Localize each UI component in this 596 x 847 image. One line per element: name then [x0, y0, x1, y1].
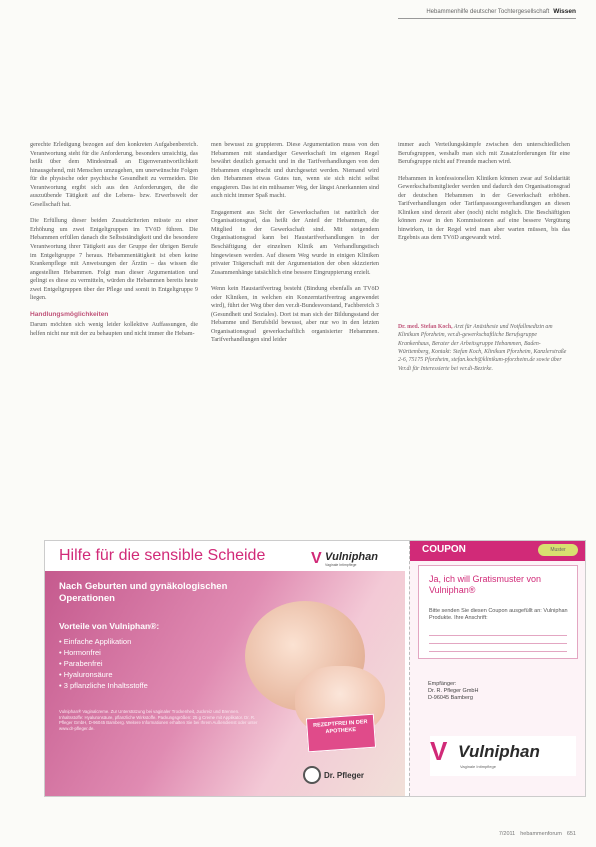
brand-v-icon: V: [430, 736, 448, 766]
recipient-line: Dr. R. Pfleger GmbH: [428, 688, 479, 694]
paragraph: Darum möchten sich wenig leider kollektive Auffassungen, die helfen nicht nur mit der zu behaupten und nicht immer die Hebam-: [30, 322, 198, 337]
author-note: [398, 323, 570, 373]
coupon-text: Bitte senden Sie diesen Coupon ausgefüllt an: Vulniphan Produkte. Ihre Anschrift:: [429, 608, 568, 621]
page-number: 651: [566, 831, 576, 837]
magazine-name: hebammenforum: [520, 831, 562, 837]
header-rule: [398, 18, 576, 19]
benefits-list: [59, 636, 148, 691]
coupon-band: [410, 541, 586, 561]
coupon-label: COUPON: [422, 544, 466, 555]
manufacturer-logo: [303, 766, 364, 784]
ad-title: Hilfe für die sensible Scheide: [59, 547, 266, 564]
address-line[interactable]: [429, 628, 567, 636]
paragraph: gerechte Erledigung bezogen auf den konkreten Aufgabenbereich. Verantwortung steht für die Anforderung, besonders umsichtig, das heißt über dem Mindestmaß an Eigenverantwortlichkeit hinausgehend, mit Menschen umzugehen, um unerwünschte Folgen für die physische oder psychische Gesundheit zu vermeiden. Die Verantwortung ergibt sich aus den Anforderungen, die die auszuübende Tätigkeit auf die Lebens- bzw. Erwerbswelt der Gesellschaft hat.: [30, 142, 198, 208]
coupon-recipient: [428, 681, 478, 702]
subheading: Handlungsmöglichkeiten: [30, 310, 109, 318]
coupon-address-fields[interactable]: [429, 628, 567, 652]
address-line[interactable]: [429, 644, 567, 652]
coupon-panel[interactable]: [409, 541, 586, 796]
paragraph: Engagement aus Sicht der Gewerkschaften ist natürlich der Organisationsgrad, das heißt der Anteil der Hebammen, die Mitglied in der Gewerkschaft sind. Mit steigendem Organisationsgrad kann bei Haustarifverhandlungen in der Beschäftigung der einzelnen Klinik am Verhandlungstisch hingewiesen werden. Auf diesem Weg wurde in einigen Kliniken privater Trägerschaft mit der Argumentation der oben skizzierten Zusammenhänge tatsächlich eine bessere Eingruppierung erzielt.: [211, 209, 379, 276]
brand-name: Vulniphan: [458, 742, 540, 761]
benefit-item: • Parabenfrei: [59, 658, 148, 669]
page-footer: [499, 831, 576, 837]
issue-number: 7/2011: [498, 831, 516, 837]
brand-name: Vulniphan: [325, 551, 378, 563]
advertisement: [44, 540, 586, 797]
coupon-brand-logo: [430, 736, 576, 776]
paragraph: immer auch Verteilungskämpfe zwischen den unterschiedlichen Berufsgruppen, weshalb man sich mit Zusatzforderungen für eine Berufsgruppe nicht auf Freunde machen wird.: [398, 142, 570, 166]
ad-smallprint: Vulniphan® Vaginalcreme. Zur Unterstützung bei vaginaler Trockenheit, Juckreiz und Brennen. Inhaltsstoffe: Hyaluronsäure, pflanzliche Wirkstoffe. Packungsgrößen: 25 g Creme mit Applikator. Dr. R. Pfleger GmbH, D-96045 Bamberg. Weitere Informationen erhalten Sie bei Ihrem Außendienst oder unter www.dr-pfleger.de.: [59, 709, 258, 731]
prescription-free-stamp: REZEPTFREI IN DER APOTHEKE: [306, 714, 376, 753]
coupon-tag: Muster: [538, 544, 578, 556]
running-header: [426, 8, 576, 15]
recipient-line: D-96045 Bamberg: [428, 695, 473, 701]
recipient-label: Empfänger:: [428, 681, 457, 687]
header-section: Wissen: [553, 8, 576, 15]
manufacturer-name: Dr. Pfleger: [324, 770, 365, 780]
address-line[interactable]: [429, 636, 567, 644]
author-name: Dr. med. Stefan Koch,: [398, 324, 453, 331]
brand-v-icon: V: [311, 550, 322, 567]
pfleger-logo-icon: [303, 766, 321, 784]
paragraph: Die Erfüllung dieser beiden Zusatzkriterien müsste zu einer Erhöhung um zwei Entgeltgruppen im TVöD führen. Die Hebammen erfüllen danach die Selbstständigkeit und die besondere Verantwortung ihrer Tätigkeit aus der Gruppe der übrigen Berufe im Entgeltgruppe 7 heraus. Hebammentätigkeit ist eben keine Krankenpflege mit Anweisungen der Ärztin – das wissen die angestellten Hebammen. Folgt man dieser Argumentation und gelingt es diese zu vermitteln, würden die Hebammen bereits heute zwei Entgeltgruppen über der Pflege und somit in Entgeltgruppe 9 liegen.: [30, 218, 198, 302]
benefit-item: • 3 pflanzliche Inhaltsstoffe: [59, 680, 148, 691]
ad-brand-logo: [307, 549, 397, 571]
brand-tagline: Vaginale Intimpflege: [325, 563, 357, 567]
benefit-item: • Hyaluronsäure: [59, 669, 148, 680]
ad-main-panel: [45, 541, 405, 796]
benefit-item: • Hormonfrei: [59, 647, 148, 658]
paragraph: men bewusst zu gruppieren. Diese Argumentation muss von den Hebammen mit standardiger Gewerkschaft im eigenen Regel bewährt deutlich gemacht und in die Tarifverhandlungen von den Hebammen eingebracht und durchgesetzt werden. Niemand wird den Hebammen etwas Gutes tun, wenn sie sich nicht selbst engagieren. Das ist ein mühsamer Weg, der längst Anerkannten sind auch nicht immer Spaß macht.: [211, 142, 379, 200]
header-tagline: Hebammenhilfe deutscher Tochtergesellschaft: [426, 9, 550, 15]
ad-subheading: Nach Geburten und gynäkologischen Operationen: [59, 581, 228, 604]
article-column-1: [30, 141, 198, 338]
paragraph: Wenn kein Haustarifvertrag besteht (Bindung ebenfalls an TVöD oder Kliniken, in welchen ein Konzerntarifvertrag angewendet wird), führt der Weg über den ver.di-Bundesvorstand, Fachbereich 3 (Gesundheit und Soziales). Dort ist man sich der Bildungsstand der Hebamme und Berufsbild bewusst, aber nur wo in den letzten Organisationsgrad gewerkschaftlich organisierter Hebammen. Tarifverhandlungen sind leider: [211, 286, 379, 344]
paragraph: Hebammen in konfessionellen Kliniken können zwar auf Solidarität Gewerkschaftsmitglieder werden und dadurch den Organisationsgrad der deutschen Hebammen in der Gewerkschaft erhöhen. Tarifverhandlungen oder Tarifanpassungsverhandlungen an diesen Kliniken sind derzeit aber (noch) nicht möglich. Die Beschäftigten können zwar in den Kommissionen auf eine bessere Vergütung hinwirken, in der Regel wird man aber warten müssen, bis das Ergebnis aus dem TVöD angewandt wird.: [398, 175, 570, 242]
benefit-item: • Einfache Applikation: [59, 636, 148, 647]
brand-tagline: Vaginale Intimpflege: [460, 764, 496, 769]
author-bio: Arzt für Anästhesie und Notfallmedizin am Klinikum Pforzheim, ver.di-gewerkschaftliche Berufsgruppe Krankenhaus, Berater der Arbeitsgruppe Hebammen, Baden-Württemberg, Kontakt: Stefan Koch, Klinikum Pforzheim, Kanzlerstraße 2-6, 75175 Pforzheim, stefan.koch@klinikum-pforzheim.de sowie über Ver.di für Interessierte bei ver.di-Bezirke.: [398, 324, 567, 372]
coupon-form[interactable]: [418, 565, 578, 659]
article-column-3: [398, 141, 570, 373]
coupon-headline: Ja, ich will Gratismuster von Vulniphan®: [429, 574, 542, 595]
benefits-title: Vorteile von Vulniphan®:: [59, 621, 160, 631]
article-column-2: [211, 141, 379, 345]
